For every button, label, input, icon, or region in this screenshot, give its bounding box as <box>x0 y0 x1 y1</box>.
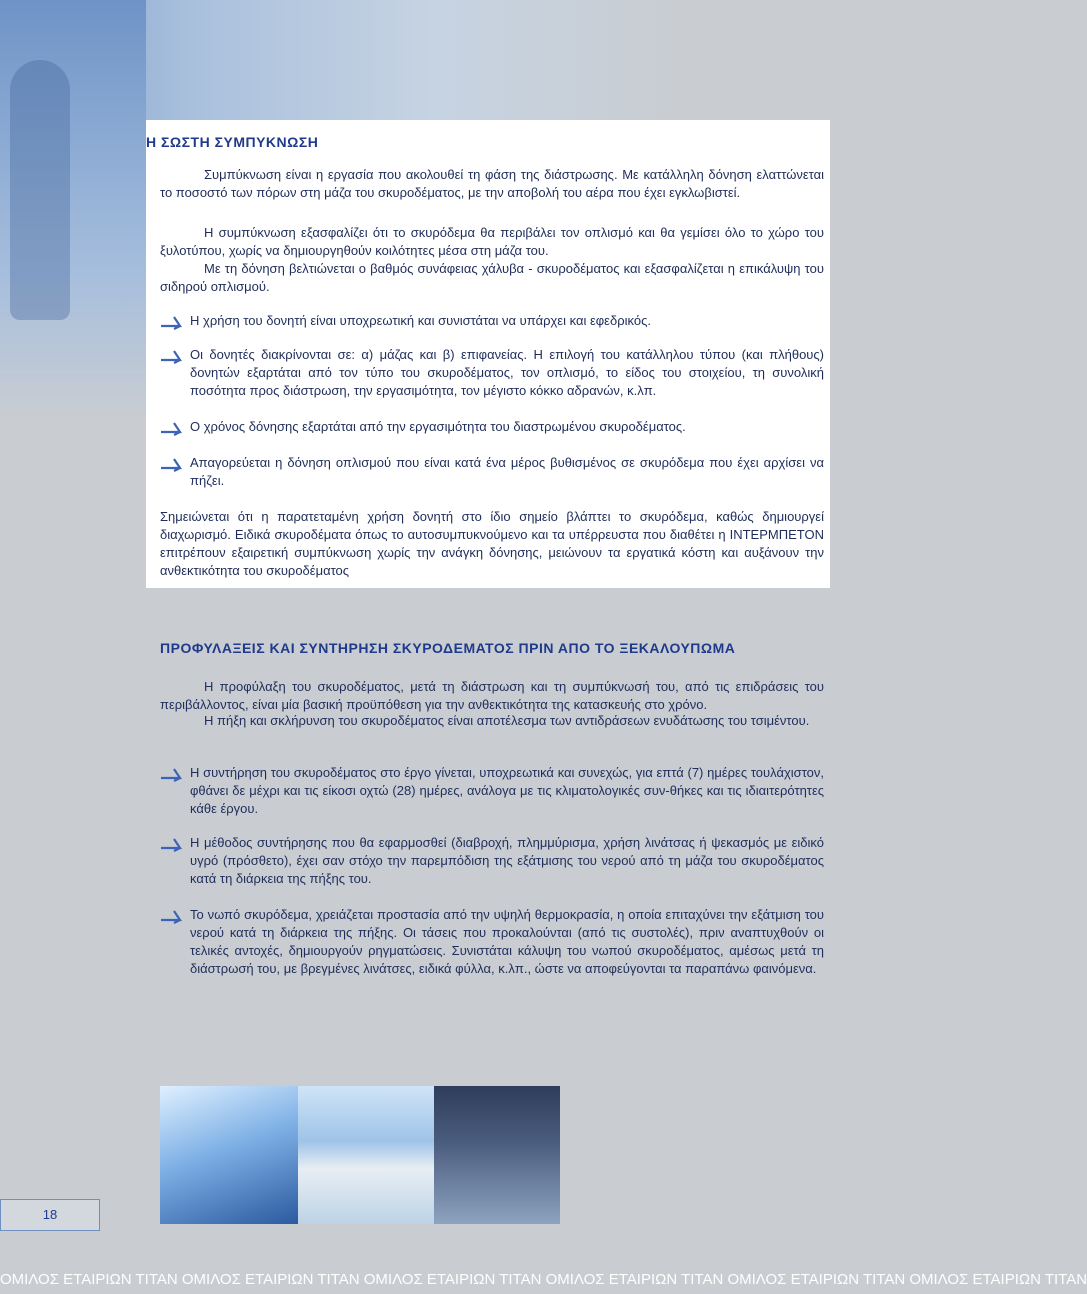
paragraph: Με τη δόνηση βελτιώνεται ο βαθμός συνάφειας χάλυβα - σκυροδέματος και εξασφαλίζεται η επικάλυψη του σιδηρού οπλισμού. <box>160 261 824 294</box>
bullet-item: Η χρήση του δονητή είναι υποχρεωτική και συνιστάται να υπάρχει και εφεδρικός. <box>190 313 651 328</box>
arrow-bullet-icon <box>160 908 190 924</box>
paragraph: Συμπύκνωση είναι η εργασία που ακολουθεί τη φάση της διάστρωσης. Με κατάλληλη δόνηση ελαττώνεται το ποσοστό των πόρων στη μάζα του σκυροδέματος, με την αποβολή του αέρα που έχει εγκλωβιστεί. <box>160 167 824 200</box>
paragraph: Η πήξη και σκλήρυνση του σκυροδέματος είναι αποτέλεσμα των αντιδράσεων ενυδάτωσης του τσιμέντου. <box>204 713 810 728</box>
section-title-curing: ΠΡΟΦΥΛΑΞΕΙΣ ΚΑΙ ΣΥΝΤΗΡΗΣΗ ΣΚΥΡΟΔΕΜΑΤΟΣ ΠΡΙΝ ΑΠΟ ΤΟ ΞΕΚΑΛΟΥΠΩΜΑ <box>160 640 736 656</box>
bullet-item: Οι δονητές διακρίνονται σε: α) μάζας και β) επιφανείας. Η επιλογή του κατάλληλου τύπου (και πλήθους) δονητών εξαρτάται από τον τύπο του σκυροδέματος, τον οπλισμό, το είδος του στοιχείου, τη συνολική ποσότητα προς διάστρωση, την εργασιμότητα, τον μέγιστο κόκκο αδρανών, κ.λπ. <box>190 347 824 398</box>
bullet-item: Ο χρόνος δόνησης εξαρτάται από την εργασιμότητα του διαστρωμένου σκυροδέματος. <box>190 419 686 434</box>
paragraph: Η συμπύκνωση εξασφαλίζει ότι το σκυρόδεμα θα περιβάλει τον οπλισμό και θα γεμίσει όλο το χώρο του ξυλοτύπου, χωρίς να δημιουργηθούν κοιλότητες μέσα στη μάζα του. <box>160 225 824 258</box>
photo-cement-silos <box>298 1086 434 1224</box>
bullet-item: Απαγορεύεται η δόνηση οπλισμού που είναι κατά ένα μέρος βυθισμένος σε σκυρόδεμα που έχει αρχίσει να πήζει. <box>190 455 824 488</box>
arrow-bullet-icon <box>160 836 190 852</box>
footer-company-banner: ΟΜΙΛΟΣ ΕΤΑΙΡΙΩΝ ΤΙΤΑΝ ΟΜΙΛΟΣ ΕΤΑΙΡΙΩΝ ΤΙΤΑΝ ΟΜΙΛΟΣ ΕΤΑΙΡΙΩΝ ΤΙΤΑΝ ΟΜΙΛΟΣ ΕΤΑΙΡΙΩΝ ΤΙΤΑΝ ΟΜΙΛΟΣ ΕΤΑΙΡΙΩΝ ΤΙΤΑΝ ΟΜΙΛΟΣ ΕΤΑΙΡΙΩΝ ΤΙΤΑΝ <box>0 1271 1087 1288</box>
photo-concrete-pumping <box>434 1086 560 1224</box>
arrow-bullet-icon <box>160 456 190 472</box>
bullet-item: Η συντήρηση του σκυροδέματος στο έργο γίνεται, υποχρεωτικά και συνεχώς, για επτά (7) ημέρες τουλάχιστον, φθάνει δε μέχρι και τις είκοσι οχτώ (28) ημέρες, ανάλογα με τις κλιματολογικές συν-θήκες και τις ιδιαιτερότητες κάθε έργου. <box>190 765 824 816</box>
arrow-bullet-icon <box>160 348 190 364</box>
header-photo-worker <box>0 0 146 420</box>
arrow-bullet-icon <box>160 314 190 330</box>
paragraph: Η προφύλαξη του σκυροδέματος, μετά τη διάστρωση και τη συμπύκνωσή του, από τις επιδράσεις του περιβάλλοντος, είναι μία βασική προϋπόθεση για την ανθεκτικότητα της κατασκευής στο χρόνο. <box>160 679 824 712</box>
photo-conveyor-structure <box>160 1086 298 1224</box>
note-paragraph: Σημειώνεται ότι η παρατεταμένη χρήση δονητή στο ίδιο σημείο βλάπτει το σκυρόδεμα, καθώς δημιουργεί διαχωρισμό. Ειδικά σκυροδέματα όπως το αυτοσυμπυκνούμενο και τα υπέρρευστα που διαθέτει η ΙΝΤΕΡΜΠΕΤΟΝ επιτρέπουν εξαιρετική συμπύκνωση χωρίς την ανάγκη δόνησης, μειώνουν τα εργατικά κόστη και αυξάνουν την ανθεκτικότητα του σκυροδέματος <box>160 509 824 578</box>
page-number: 18 <box>0 1199 100 1231</box>
bullet-item: Το νωπό σκυρόδεμα, χρειάζεται προστασία από την υψηλή θερμοκρασία, η οποία επιταχύνει την εξάτμιση του νερού κατά τη διάρκεια της πήξης. Οι τάσεις που προκαλούνται (από τις συστολές), πριν αναπτυχθούν οι τελικές αντοχές, δημιουργούν ρηγματώσεις. Συνιστάται κάλυψη του νωπού σκυροδέματος, αμέσως μετά τη διάστρωσή του, με βρεγμένες λινάτσες, ειδικά φύλλα, κ.λπ., ώστε να αποφεύγονται τα παραπάνω φαινόμενα. <box>190 907 824 976</box>
arrow-bullet-icon <box>160 766 190 782</box>
arrow-bullet-icon <box>160 420 190 436</box>
section-title-compaction: Η ΣΩΣΤΗ ΣΥΜΠΥΚΝΩΣΗ <box>146 134 319 150</box>
bullet-item: Η μέθοδος συντήρησης που θα εφαρμοσθεί (διαβροχή, πλημμύρισμα, χρήση λινάτσας ή ψεκασμός με ειδικό υγρό (πρόσθετο), έχει σαν στόχο την παρεμπόδιση της εξάτμισης του νερού από τη μάζα του σκυροδέματος κατά τη διάρκεια της πήξης του. <box>190 835 824 886</box>
